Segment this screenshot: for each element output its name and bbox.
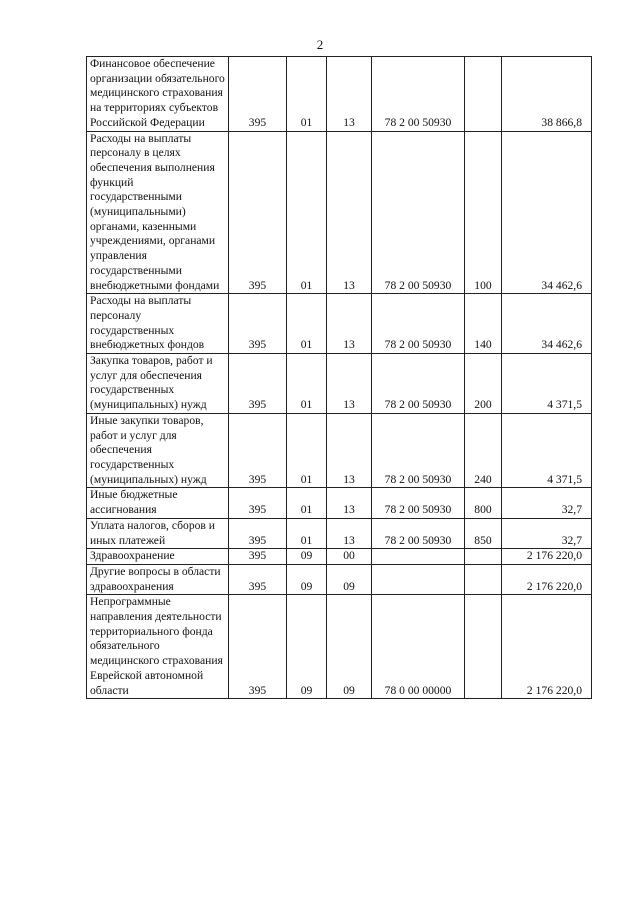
expense-type-cell: [465, 549, 502, 565]
grbs-code-cell: 395: [229, 549, 287, 565]
subsection-code-cell: 00: [327, 549, 372, 565]
table-row: [87, 413, 592, 488]
section-code-cell: 01: [287, 354, 327, 414]
item-name-cell: Другие вопросы в области здравоохранения: [87, 564, 229, 594]
subsection-code-cell: 13: [327, 294, 372, 354]
budget-table: [86, 56, 592, 699]
section-code-cell: 01: [287, 294, 327, 354]
subsection-code-cell: 13: [327, 518, 372, 548]
expense-type-cell: 100: [465, 131, 502, 294]
section-code-cell: 09: [287, 549, 327, 565]
table-row: [87, 354, 592, 414]
table-row: [87, 595, 592, 699]
section-code-cell: 01: [287, 518, 327, 548]
target-article-cell: 78 2 00 50930: [372, 413, 465, 488]
section-code-cell: 01: [287, 488, 327, 518]
table-row: [87, 564, 592, 594]
section-code-cell: 09: [287, 595, 327, 699]
item-name-cell: Иные бюджетные ассигнования: [87, 488, 229, 518]
item-name-cell: Расходы на выплаты персоналу в целях обеспечения выполнения функций государственными (муниципальными) органами, казенными учреждениями, органами управления государственными внебюджетными фондами: [87, 131, 229, 294]
expense-type-cell: 240: [465, 413, 502, 488]
target-article-cell: 78 2 00 50930: [372, 354, 465, 414]
target-article-cell: [372, 564, 465, 594]
section-code-cell: 01: [287, 131, 327, 294]
item-name-cell: Здравоохранение: [87, 549, 229, 565]
amount-cell: 4 371,5: [502, 354, 592, 414]
grbs-code-cell: 395: [229, 294, 287, 354]
item-name-cell: Закупка товаров, работ и услуг для обеспечения государственных (муниципальных) нужд: [87, 354, 229, 414]
subsection-code-cell: 09: [327, 564, 372, 594]
table-row: [87, 294, 592, 354]
grbs-code-cell: 395: [229, 354, 287, 414]
target-article-cell: [372, 549, 465, 565]
item-name-cell: Непрограммные направления деятельности территориального фонда обязательного медицинского страхования Еврейской автономной области: [87, 595, 229, 699]
target-article-cell: 78 0 00 00000: [372, 595, 465, 699]
amount-cell: 32,7: [502, 488, 592, 518]
amount-cell: 38 866,8: [502, 57, 592, 132]
target-article-cell: 78 2 00 50930: [372, 131, 465, 294]
expense-type-cell: 850: [465, 518, 502, 548]
grbs-code-cell: 395: [229, 131, 287, 294]
amount-cell: 34 462,6: [502, 131, 592, 294]
table-body: [87, 57, 592, 699]
table-row: [87, 488, 592, 518]
grbs-code-cell: 395: [229, 413, 287, 488]
subsection-code-cell: 13: [327, 488, 372, 518]
amount-cell: 2 176 220,0: [502, 595, 592, 699]
item-name-cell: Финансовое обеспечение организации обязательного медицинского страхования на территориях субъектов Российской Федерации: [87, 57, 229, 132]
grbs-code-cell: 395: [229, 595, 287, 699]
page-number: 2: [316, 37, 324, 52]
expense-type-cell: 200: [465, 354, 502, 414]
target-article-cell: 78 2 00 50930: [372, 57, 465, 132]
section-code-cell: 01: [287, 57, 327, 132]
table-row: [87, 518, 592, 548]
amount-cell: 2 176 220,0: [502, 564, 592, 594]
table-row: [87, 57, 592, 132]
grbs-code-cell: 395: [229, 518, 287, 548]
amount-cell: 4 371,5: [502, 413, 592, 488]
subsection-code-cell: 09: [327, 595, 372, 699]
table-row: [87, 549, 592, 565]
grbs-code-cell: 395: [229, 564, 287, 594]
grbs-code-cell: 395: [229, 57, 287, 132]
section-code-cell: 01: [287, 413, 327, 488]
subsection-code-cell: 13: [327, 354, 372, 414]
amount-cell: 2 176 220,0: [502, 549, 592, 565]
table-row: [87, 131, 592, 294]
item-name-cell: Уплата налогов, сборов и иных платежей: [87, 518, 229, 548]
expense-type-cell: 140: [465, 294, 502, 354]
expense-type-cell: [465, 564, 502, 594]
item-name-cell: Иные закупки товаров, работ и услуг для обеспечения государственных (муниципальных) нужд: [87, 413, 229, 488]
subsection-code-cell: 13: [327, 131, 372, 294]
target-article-cell: 78 2 00 50930: [372, 294, 465, 354]
expense-type-cell: 800: [465, 488, 502, 518]
section-code-cell: 09: [287, 564, 327, 594]
grbs-code-cell: 395: [229, 488, 287, 518]
target-article-cell: 78 2 00 50930: [372, 488, 465, 518]
subsection-code-cell: 13: [327, 413, 372, 488]
subsection-code-cell: 13: [327, 57, 372, 132]
amount-cell: 32,7: [502, 518, 592, 548]
amount-cell: 34 462,6: [502, 294, 592, 354]
expense-type-cell: [465, 595, 502, 699]
target-article-cell: 78 2 00 50930: [372, 518, 465, 548]
item-name-cell: Расходы на выплаты персоналу государственных внебюджетных фондов: [87, 294, 229, 354]
expense-type-cell: [465, 57, 502, 132]
